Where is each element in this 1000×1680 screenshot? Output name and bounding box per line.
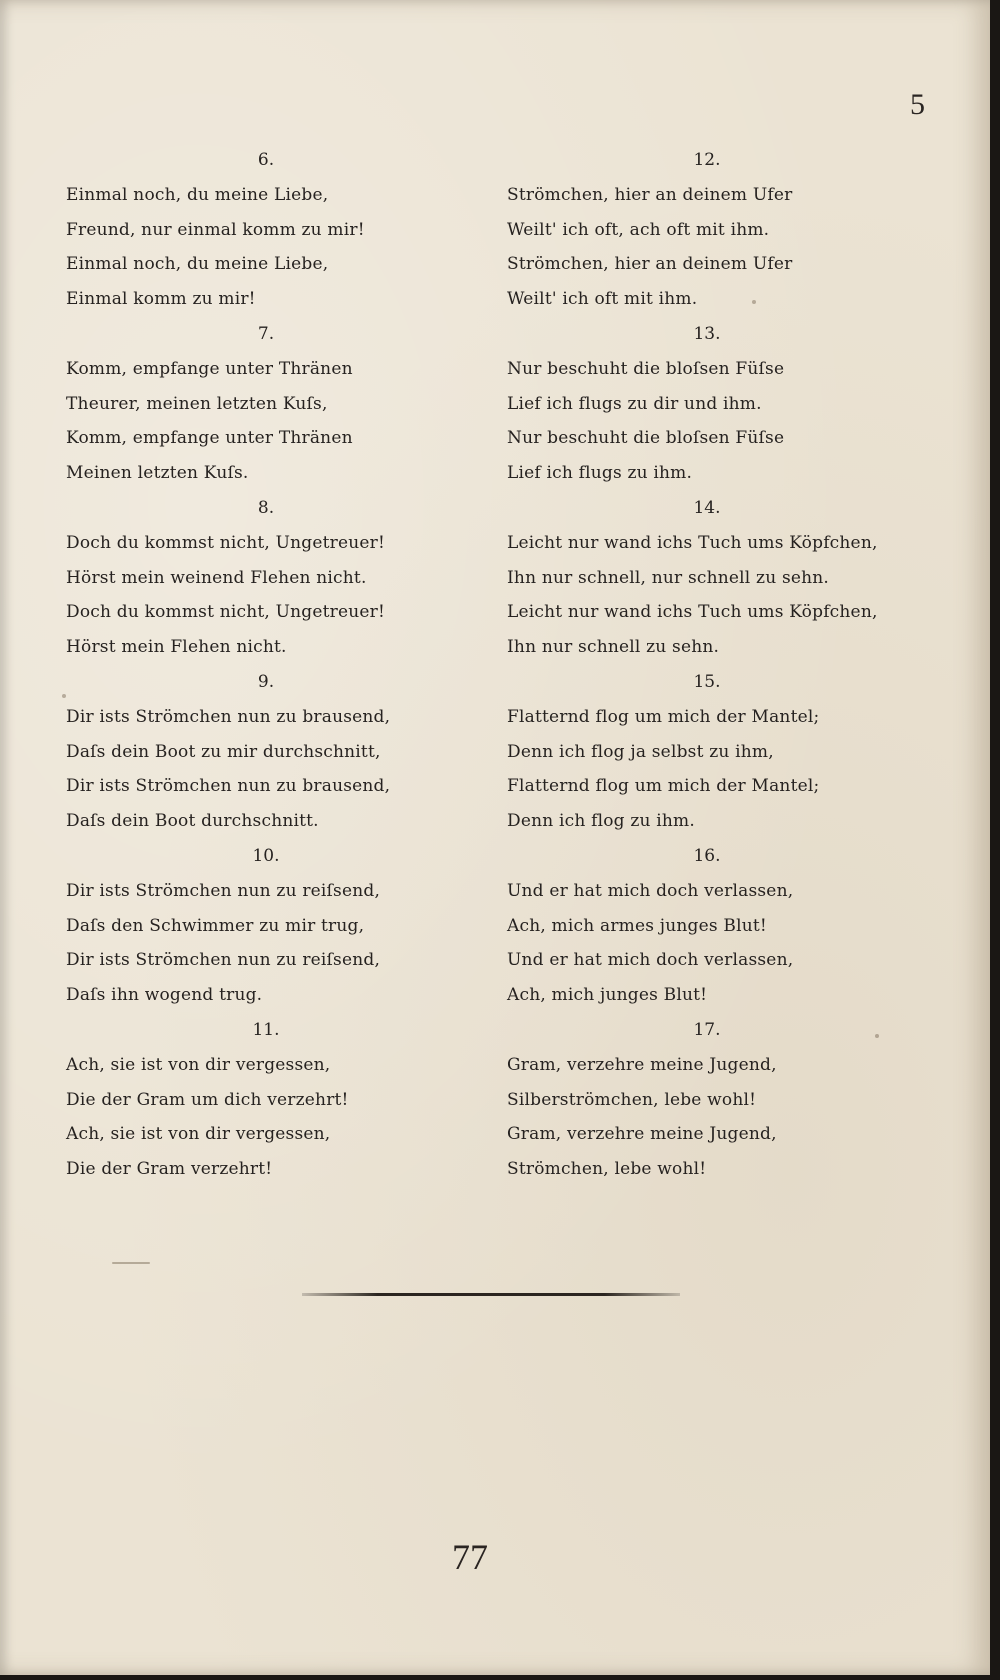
verse-line: Nur beschuht die bloſsen Füſse <box>507 359 785 379</box>
section-divider <box>302 1293 680 1296</box>
verse-line: Daſs dein Boot zu mir durchschnitt, <box>66 741 381 762</box>
verse-line: Ach, mich junges Blut! <box>507 984 708 1005</box>
stanza <box>66 316 466 490</box>
verse-line: Leicht nur wand ichs Tuch ums Köpfchen, <box>507 533 878 553</box>
verse-line: Strömchen, hier an deinem Ufer <box>507 254 793 274</box>
verse-line: Gram, verzehre meine Jugend, <box>507 1124 777 1144</box>
verse-line: Dir ists Strömchen nun zu reiſsend, <box>66 881 381 901</box>
verse-line: Flatternd flog um mich der Mantel; <box>507 776 820 796</box>
verse-line: Ach, sie ist von dir vergessen, <box>66 1124 331 1144</box>
verse-line: Theurer, meinen letzten Kuſs, <box>66 393 328 414</box>
verse-line: Ach, sie ist von dir vergessen, <box>66 1055 331 1075</box>
left-column <box>66 142 466 1186</box>
stanza-number: 6. <box>257 150 275 170</box>
verse-line: Flatternd flog um mich der Mantel; <box>507 707 820 727</box>
verse-line: Lief ich flugs zu ihm. <box>507 462 693 483</box>
verse-line: Dir ists Strömchen nun zu reiſsend, <box>66 950 381 970</box>
verse-line: Komm, empfange unter Thränen <box>66 428 353 448</box>
stanza-number: 15. <box>693 672 721 692</box>
verse-line: Einmal noch, du meine Liebe, <box>66 254 329 274</box>
verse-line: Doch du kommst nicht, Ungetreuer! <box>66 602 386 622</box>
verse-line: Hörst mein weinend Flehen nicht. <box>66 567 367 588</box>
stanza-number: 9. <box>257 672 275 692</box>
stanza <box>507 838 907 1012</box>
stanza-number: 14. <box>693 498 721 518</box>
verse-line: Meinen letzten Kuſs. <box>66 462 249 483</box>
page-number: 77 <box>452 1537 488 1577</box>
stanza <box>507 142 907 316</box>
verse-line: Strömchen, hier an deinem Ufer <box>507 185 793 205</box>
stanza-number: 13. <box>693 324 721 344</box>
stanza-number: 10. <box>252 846 280 866</box>
paper-speck <box>752 300 756 304</box>
stanza-number: 11. <box>252 1020 280 1040</box>
stanza <box>66 838 466 1012</box>
stanza <box>507 490 907 664</box>
verse-line: Einmal komm zu mir! <box>66 288 256 309</box>
stanza <box>507 316 907 490</box>
ink-mark <box>112 1262 150 1264</box>
stanza-number: 12. <box>693 150 721 170</box>
right-column <box>507 142 907 1186</box>
verse-line: Weilt' ich oft, ach oft mit ihm. <box>507 219 770 240</box>
verse-line: Silberströmchen, lebe wohl! <box>507 1089 757 1110</box>
verse-line: Die der Gram um dich verzehrt! <box>66 1089 349 1110</box>
verse-line: Daſs dein Boot durchschnitt. <box>66 810 319 831</box>
stanza <box>66 142 466 316</box>
verse-line: Einmal noch, du meine Liebe, <box>66 185 329 205</box>
stanza-number: 7. <box>257 324 275 344</box>
verse-line: Lief ich flugs zu dir und ihm. <box>507 393 762 414</box>
verse-line: Dir ists Strömchen nun zu brausend, <box>66 776 391 796</box>
verse-line: Ihn nur schnell, nur schnell zu sehn. <box>507 567 830 588</box>
verse-line: Dir ists Strömchen nun zu brausend, <box>66 707 391 727</box>
verse-line: Und er hat mich doch verlassen, <box>507 881 794 901</box>
verse-line: Strömchen, lebe wohl! <box>507 1158 707 1179</box>
stanza-number: 16. <box>693 846 721 866</box>
stanza <box>66 1012 466 1186</box>
verse-line: Und er hat mich doch verlassen, <box>507 950 794 970</box>
verse-line: Nur beschuht die bloſsen Füſse <box>507 428 785 448</box>
verse-line: Denn ich flog zu ihm. <box>507 810 695 831</box>
verse-line: Hörst mein Flehen nicht. <box>66 636 287 657</box>
paper-speck <box>62 694 66 698</box>
verse-line: Leicht nur wand ichs Tuch ums Köpfchen, <box>507 602 878 622</box>
stanza <box>507 1012 907 1186</box>
verse-line: Daſs den Schwimmer zu mir trug, <box>66 915 365 936</box>
verse-line: Weilt' ich oft mit ihm. <box>507 288 698 309</box>
verse-line: Daſs ihn wogend trug. <box>66 984 263 1005</box>
verse-line: Denn ich flog ja selbst zu ihm, <box>507 741 774 762</box>
verse-line: Doch du kommst nicht, Ungetreuer! <box>66 533 386 553</box>
paper-speck <box>875 1034 879 1038</box>
stanza <box>66 664 466 838</box>
verse-line: Komm, empfange unter Thränen <box>66 359 353 379</box>
page-mark: 5 <box>910 88 925 121</box>
verse-line: Ihn nur schnell zu sehn. <box>507 636 720 657</box>
stanza <box>66 490 466 664</box>
stanza <box>507 664 907 838</box>
stanza-number: 17. <box>693 1020 721 1040</box>
verse-line: Die der Gram verzehrt! <box>66 1158 273 1179</box>
verse-line: Gram, verzehre meine Jugend, <box>507 1055 777 1075</box>
stanza-number: 8. <box>257 498 275 518</box>
verse-line: Freund, nur einmal komm zu mir! <box>66 219 365 240</box>
verse-line: Ach, mich armes junges Blut! <box>507 915 767 936</box>
